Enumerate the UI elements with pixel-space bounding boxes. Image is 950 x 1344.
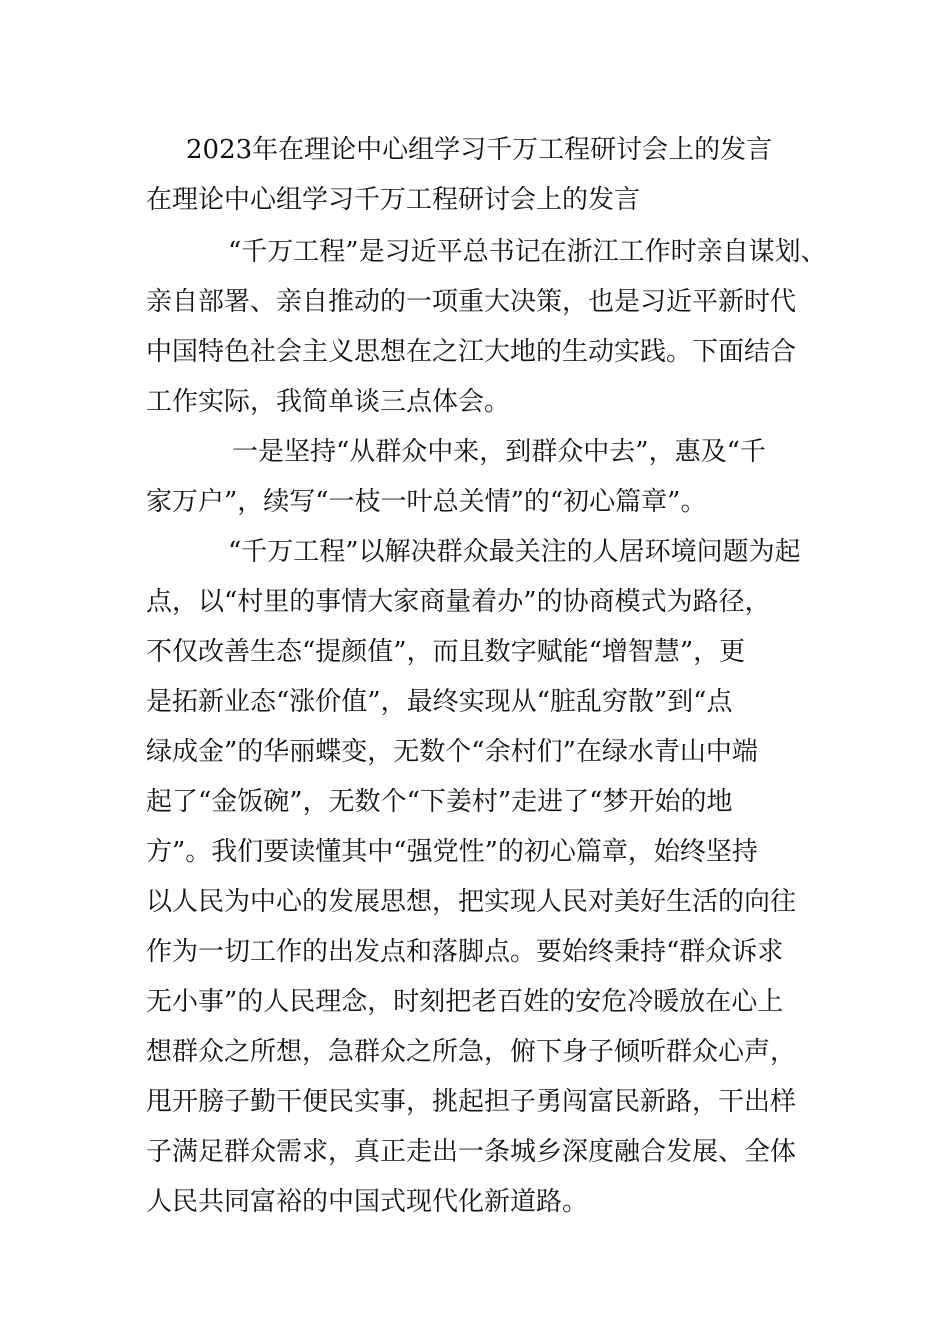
paragraph-line: 方”。我们要读懂其中“强党性”的初心篇章，始终坚持	[146, 837, 758, 867]
paragraph-line: “千万工程”以解决群众最关注的人居环境问题为起	[228, 537, 801, 567]
paragraph-line: 绿成金”的华丽蝶变，无数个“余村们”在绿水青山中端	[146, 737, 758, 767]
paragraph-line: 起了“金饭碗”，无数个“下姜村”走进了“梦开始的地	[146, 787, 733, 817]
document-subtitle: 在理论中心组学习千万工程研讨会上的发言	[146, 185, 641, 215]
heading-line: 家万户”，续写“一枝一叶总关情”的“初心篇章”。	[146, 487, 707, 517]
paragraph-line: 亲自部署、亲自推动的一项重大决策，也是习近平新时代	[146, 287, 797, 317]
paragraph-line: 人民共同富裕的中国式现代化新道路。	[146, 1187, 589, 1217]
paragraph-line: 中国特色社会主义思想在之江大地的生动实践。下面结合	[146, 337, 797, 367]
paragraph-line: 点，以“村里的事情大家商量着办”的协商模式为路径，	[146, 587, 771, 617]
paragraph-line: 以人民为中心的发展思想，把实现人民对美好生活的向往	[146, 887, 797, 917]
paragraph-line: 工作实际，我简单谈三点体会。	[146, 387, 511, 417]
paragraph-line: 不仅改善生态“提颜值”，而且数字赋能“增智慧”，更	[146, 637, 746, 667]
paragraph-line: 子满足群众需求，真正走出一条城乡深度融合发展、全体	[146, 1137, 797, 1167]
heading-line: 一是坚持“从群众中来，到群众中去”，惠及“千	[232, 437, 766, 467]
paragraph-line: 甩开膀子勤干便民实事，挑起担子勇闯富民新路，干出样	[146, 1087, 797, 1117]
paragraph-line: 作为一切工作的出发点和落脚点。要始终秉持“群众诉求	[146, 937, 784, 967]
paragraph-line: 是拓新业态“涨价值”，最终实现从“脏乱穷散”到“点	[146, 687, 733, 717]
paragraph-line: 想群众之所想，急群众之所急，俯下身子倾听群众心声，	[146, 1037, 797, 1067]
document-title: 2023年在理论中心组学习千万工程研讨会上的发言	[186, 135, 773, 165]
paragraph-line: “千万工程”是习近平总书记在浙江工作时亲自谋划、	[228, 237, 827, 267]
paragraph-line: 无小事”的人民理念，时刻把老百姓的安危冷暖放在心上	[146, 987, 784, 1017]
